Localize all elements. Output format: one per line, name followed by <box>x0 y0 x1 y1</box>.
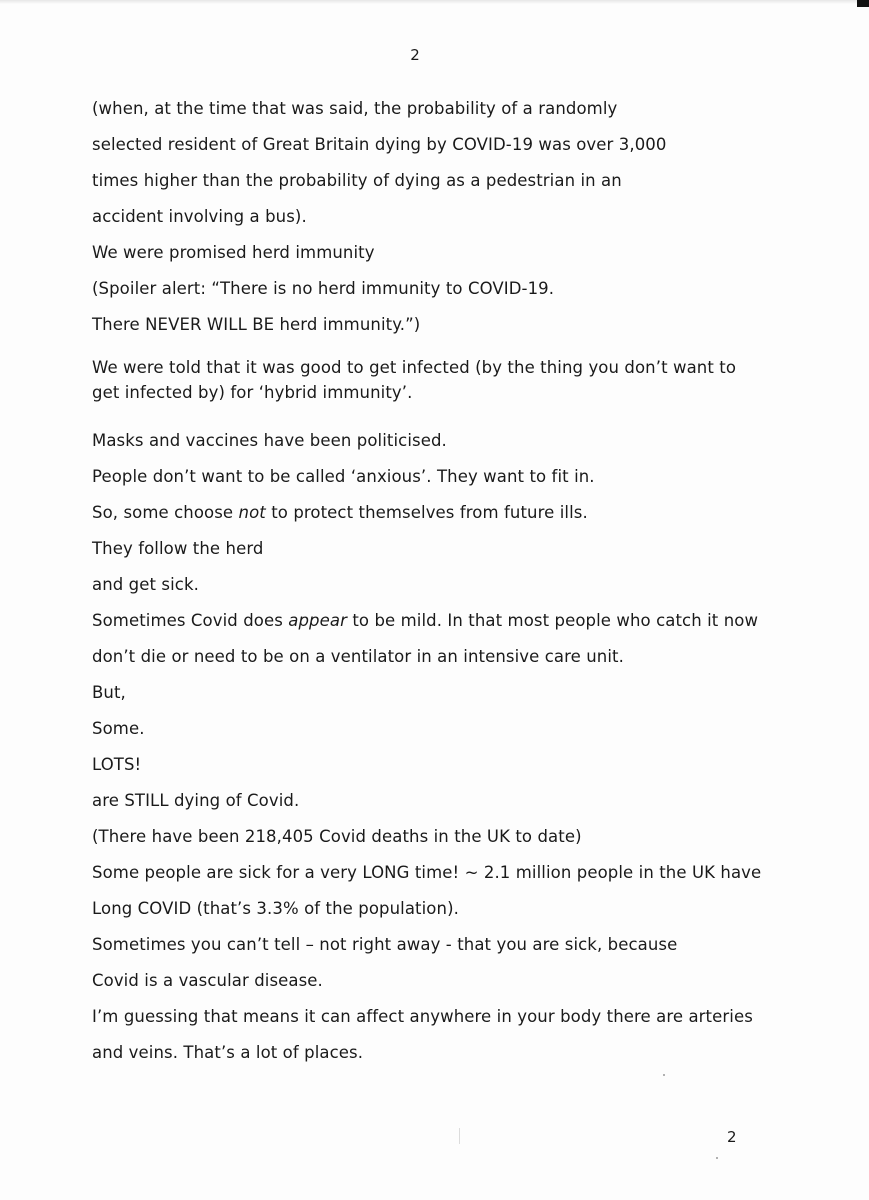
text-line: selected resident of Great Britain dying by COVID-19 was over 3,000 <box>92 135 667 154</box>
text-line: accident involving a bus). <box>92 207 307 226</box>
text-line: Masks and vaccines have been politicised. <box>92 431 447 450</box>
text-line: We were told that it was good to get infected (by the thing you don’t want to <box>92 358 737 377</box>
text-line: Some people are sick for a very LONG time! ~ 2.1 million people in the UK have <box>92 863 762 882</box>
text-line: They follow the herd <box>92 539 264 558</box>
page-number-bottom: 2 <box>727 1128 737 1146</box>
text-line <box>92 500 792 536</box>
text-line: Long COVID (that’s 3.3% of the population). <box>92 899 459 918</box>
text-line: and veins. That’s a lot of places. <box>92 1043 364 1062</box>
text-line <box>92 608 792 644</box>
text-line: and get sick. <box>92 575 199 594</box>
emphasis-text: appear <box>288 611 347 630</box>
text-line: People don’t want to be called ‘anxious’. They want to fit in. <box>92 467 595 486</box>
text-line: (Spoiler alert: “There is no herd immunity to COVID-19. <box>92 279 555 298</box>
text-segment: So, some choose <box>92 503 239 522</box>
text-line: But, <box>92 683 126 702</box>
scan-artifact-line <box>459 1128 460 1144</box>
text-line: (when, at the time that was said, the probability of a randomly <box>92 99 618 118</box>
scan-speck <box>716 1157 718 1159</box>
text-segment: to protect themselves from future ills. <box>265 503 588 522</box>
page-number-top: 2 <box>410 46 420 64</box>
text-line: times higher than the probability of dying as a pedestrian in an <box>92 171 622 190</box>
text-line: We were promised herd immunity <box>92 243 375 262</box>
text-line: LOTS! <box>92 755 142 774</box>
scan-speck <box>663 1074 665 1076</box>
text-line: There NEVER WILL BE herd immunity.”) <box>92 315 421 334</box>
text-line: (There have been 218,405 Covid deaths in the UK to date) <box>92 827 582 846</box>
text-line: are STILL dying of Covid. <box>92 791 300 810</box>
text-segment: Sometimes Covid does <box>92 611 289 630</box>
text-line: I’m guessing that means it can affect anywhere in your body there are arteries <box>92 1007 753 1026</box>
text-line: Covid is a vascular disease. <box>92 971 323 990</box>
text-segment: to be mild. In that most people who catch it now <box>346 611 759 630</box>
emphasis-text: not <box>238 503 266 522</box>
text-line: get infected by) for ‘hybrid immunity’. <box>92 383 413 402</box>
body-text <box>92 96 792 1076</box>
scan-edge <box>0 0 869 4</box>
text-line: Some. <box>92 719 145 738</box>
text-line: don’t die or need to be on a ventilator in an intensive care unit. <box>92 647 624 666</box>
text-line: Sometimes you can’t tell – not right away - that you are sick, because <box>92 935 678 954</box>
scan-corner-mark <box>857 0 869 7</box>
